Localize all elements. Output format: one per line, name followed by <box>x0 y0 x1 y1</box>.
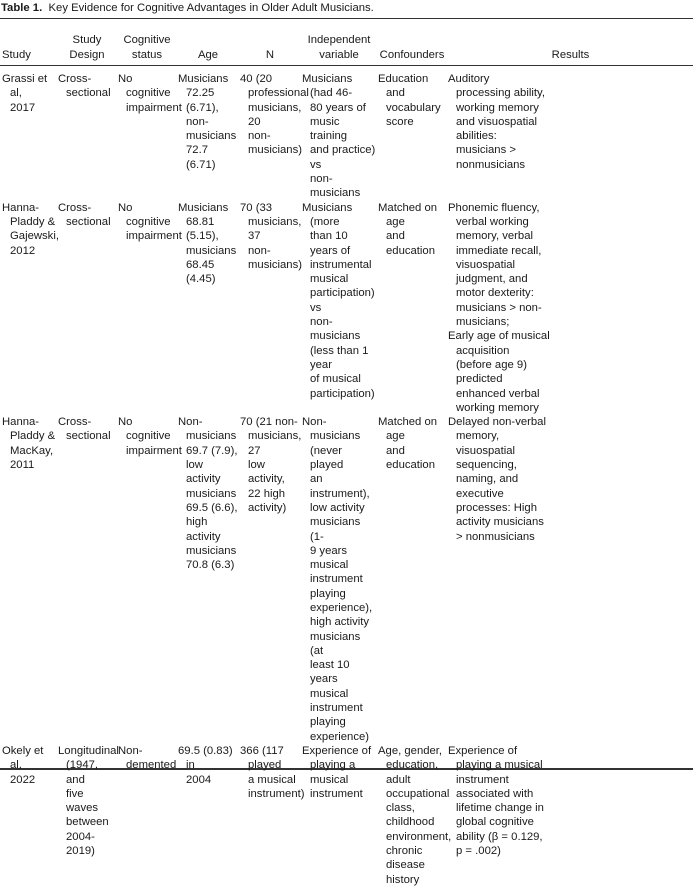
cell-independent-variable: Musicians (had 46- 80 years of music training and practice) vs non-musicians <box>302 73 376 200</box>
cell-study-design: Longitudinal (1947, and five waves between 2004-2019) <box>58 744 119 858</box>
cell-study-design: Cross- sectional <box>58 416 111 443</box>
table-row <box>0 415 693 744</box>
cell-cognitive-status: No cognitive impairment <box>118 201 182 243</box>
cell-confounders: Education and vocabulary score <box>378 73 441 128</box>
cell-confounders: Matched on age and education <box>378 416 438 472</box>
header-study-design: Study Design <box>69 34 105 61</box>
table-header-row <box>0 24 693 66</box>
cell-independent-variable: Experience of playing a musical instrument <box>302 744 372 800</box>
cell-results: Experience of playing a musical instrument associated with lifetime change in global cognitive ability (β = 0.129, p = .002) <box>448 744 544 858</box>
header-results: Results <box>551 48 590 61</box>
evidence-table <box>0 24 693 887</box>
cell-results: Auditory processing ability, working memory and visuospatial abilities: musicians > nonmusicians <box>448 73 545 171</box>
header-cognitive-status: Cognitive status <box>123 34 171 61</box>
cell-age: Non- musicians 69.7 (7.9), low activity musicians 69.5 (6.6), high activity musicians 70.8 (6.3) <box>178 416 238 572</box>
cell-study: Okely et al, 2022 <box>2 744 44 786</box>
cell-cognitive-status: No cognitive impairment <box>118 73 182 114</box>
cell-age: Musicians 72.25 (6.71), non- musicians 72.7 (6.71) <box>178 73 237 171</box>
cell-n: 70 (33 musicians, 37 non- musicians) <box>240 201 302 271</box>
cell-n: 70 (21 non- musicians, 27 low activity, 22 high activity) <box>240 416 302 514</box>
top-rule <box>0 18 693 19</box>
cell-n: 366 (117 played a musical instrument) <box>240 744 305 800</box>
cell-confounders: Matched on age and education <box>378 201 438 257</box>
cell-study: Grassi et al, 2017 <box>2 73 48 114</box>
cell-results: Phonemic fluency, verbal working memory, verbal immediate recall, visuospatial judgment, and motor dexterity: musicians > non- musicians; Early age of musical acquisition (before age 9) predicted enhanced verbal working memory <box>448 201 550 414</box>
header-confounders: Confounders <box>379 48 445 61</box>
cell-age: 69.5 (0.83) in 2004 <box>178 744 233 786</box>
cell-independent-variable: Musicians (more than 10 years of instrumental musical participation) vs non-musicians (less than 1 year of musical participation) <box>302 201 375 400</box>
table-title: Key Evidence for Cognitive Advantages in Older Adult Musicians. <box>48 2 374 14</box>
cell-study-design: Cross- sectional <box>58 201 111 228</box>
cell-n: 40 (20 professional musicians, 20 non- musicians) <box>240 73 309 157</box>
cell-independent-variable: Non-musicians (never played an instrument), low activity musicians (1- 9 years musical instrument playing experience), high activity musicians (at least 10 years musical instrument playing experience) <box>302 416 373 743</box>
header-independent-variable: Independent variable <box>307 34 371 61</box>
cell-study: Hanna- Pladdy & Gajewski, 2012 <box>2 201 59 257</box>
cell-results: Delayed non-verbal memory, visuospatial sequencing, naming, and executive processes: High activity musicians > nonmusicians <box>448 416 546 543</box>
header-study: Study <box>2 48 31 61</box>
cell-study-design: Cross- sectional <box>58 73 111 100</box>
cell-cognitive-status: No cognitive impairment <box>118 416 182 457</box>
header-n: N <box>265 48 275 61</box>
cell-age: Musicians 68.81 (5.15), musicians 68.45 (4.45) <box>178 201 237 286</box>
cell-cognitive-status: Non- demented <box>118 744 177 772</box>
cell-study: Hanna- Pladdy & MacKay, 2011 <box>2 416 56 472</box>
table-row <box>0 744 693 887</box>
table-row <box>0 66 693 201</box>
header-age: Age <box>197 48 219 61</box>
cell-confounders: Age, gender, education, adult occupational class, childhood environment, chronic disease history <box>378 744 452 886</box>
table-caption <box>1 1 374 15</box>
table-row <box>0 201 693 415</box>
table-label: Table 1. <box>1 2 43 14</box>
